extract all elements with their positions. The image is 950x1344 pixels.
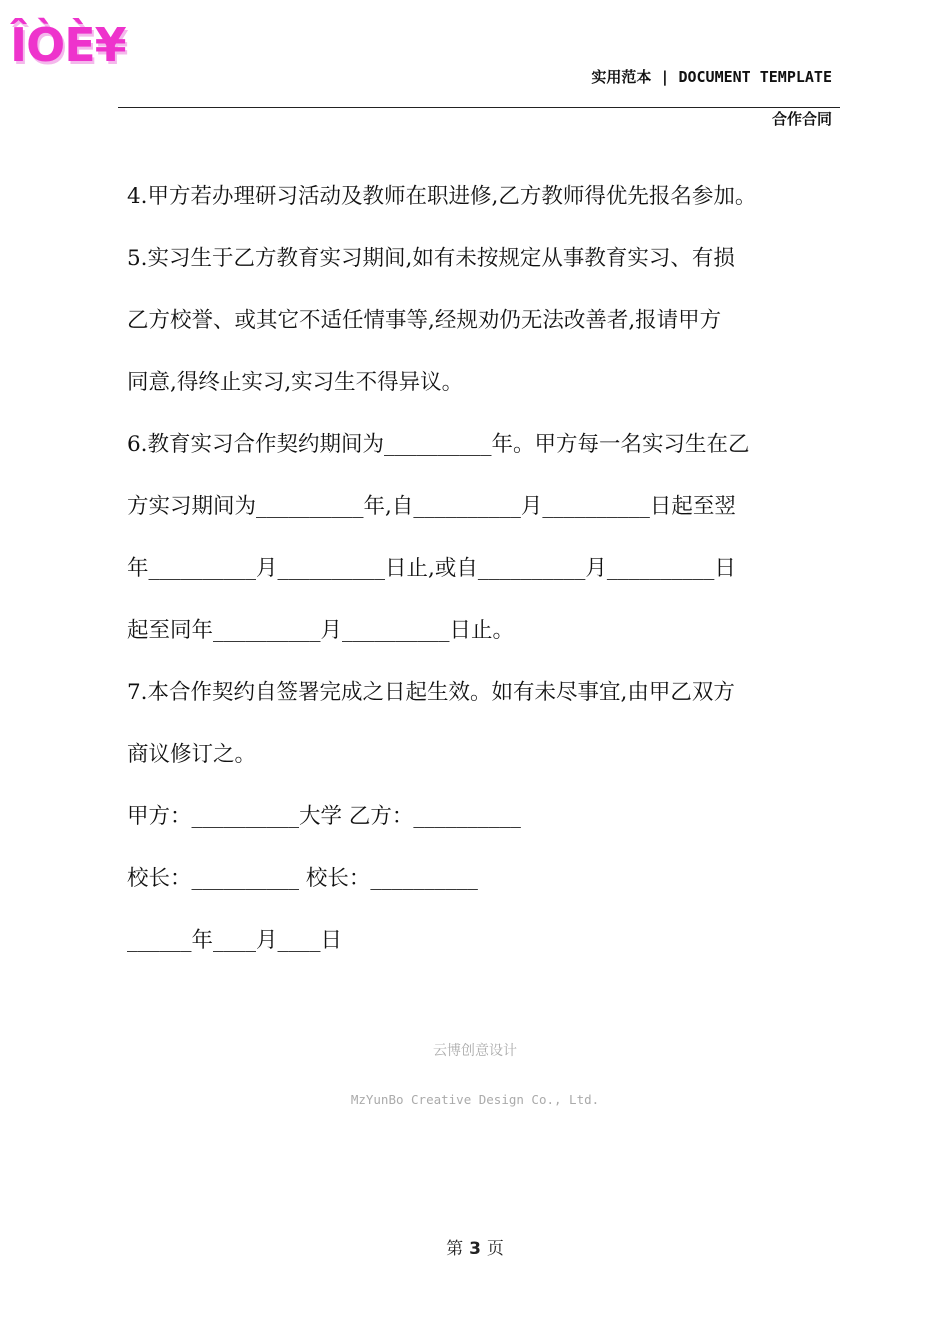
body-line: 年__________月__________日止,或自__________月__________日 <box>127 556 736 581</box>
footer-company-cn: 云博创意设计 <box>433 1043 517 1059</box>
body-line: 4.甲方若办理研习活动及教师在职进修,乙方教师得优先报名参加。 <box>127 184 757 209</box>
header-divider <box>118 107 840 108</box>
signature-line-principal: 校长：__________ 校长：__________ <box>127 866 478 891</box>
footer-company-en: MzYunBo Creative Design Co., Ltd. <box>350 1092 600 1107</box>
body-line: 6.教育实习合作契约期间为__________年。甲方每一名实习生在乙 <box>127 432 750 457</box>
page-prefix: 第 <box>446 1239 464 1259</box>
body-line: 5.实习生于乙方教育实习期间,如有未按规定从事教育实习、有损 <box>127 246 735 271</box>
page-number-value: 3 <box>469 1239 481 1259</box>
body-line: 乙方校誉、或其它不适任情事等,经规劝仍无法改善者,报请甲方 <box>127 308 722 333</box>
body-line: 起至同年__________月__________日止。 <box>127 618 515 643</box>
header-title: 实用范本 | DOCUMENT TEMPLATE <box>591 68 832 86</box>
body-line: 7.本合作契约自签署完成之日起生效。如有未尽事宜,由甲乙双方 <box>127 680 735 705</box>
body-line: 商议修订之。 <box>127 742 257 767</box>
header-subtitle: 合作合同 <box>771 110 832 128</box>
document-body <box>127 166 837 972</box>
body-line: 同意,得终止实习,实习生不得异议。 <box>127 370 464 395</box>
body-line: 方实习期间为__________年,自__________月__________日起至翌 <box>127 494 736 519</box>
page-number <box>0 1234 950 1259</box>
page-suffix: 页 <box>486 1239 504 1259</box>
logo: ÎÒÈ¥ <box>10 18 126 72</box>
signature-date: ______年____月____日 <box>127 928 343 953</box>
signature-line-party: 甲方：__________大学 乙方：__________ <box>127 804 521 829</box>
